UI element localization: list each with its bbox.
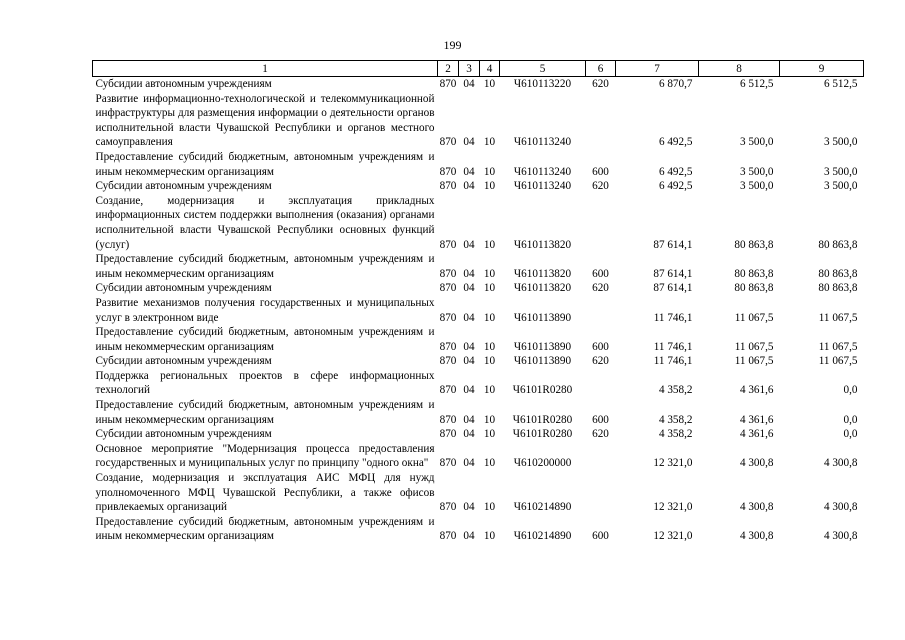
row-target-article: Ч610113890 (513, 355, 572, 368)
table-row (93, 179, 864, 194)
table-row (93, 442, 864, 471)
row-amount-7: 6 492,5 (658, 180, 693, 193)
row-subsection: 10 (483, 238, 496, 251)
row-amount-8: 4 361,6 (739, 428, 774, 441)
row-subsection: 10 (483, 457, 496, 470)
row-amount-7: 4 358,2 (658, 384, 693, 397)
table-row (93, 427, 864, 442)
row-subsection: 10 (483, 384, 496, 397)
row-ministry-code: 870 (439, 238, 457, 251)
row-name: Предоставление субсидий бюджетным, автономным учреждениям и иным некоммерческим организациям (95, 253, 435, 280)
row-amount-9: 0,0 (843, 413, 858, 426)
row-target-article: Ч610214890 (513, 530, 572, 543)
table-row (93, 325, 864, 354)
row-ministry-code: 870 (439, 180, 457, 193)
row-amount-7: 4 358,2 (658, 428, 693, 441)
row-name: Создание, модернизация и эксплуатация АИС МФЦ для нужд уполномоченного МФЦ Чувашской Республики, а также офисов привлекаемых организаций (95, 472, 435, 514)
row-expense-type: 600 (592, 340, 609, 353)
row-ministry-code: 870 (439, 282, 457, 295)
row-name: Предоставление субсидий бюджетным, автономным учреждениям и иным некоммерческим организациям (95, 515, 435, 543)
row-name: Субсидии автономным учреждениям (95, 78, 272, 90)
row-ministry-code: 870 (439, 267, 457, 280)
row-ministry-code: 870 (439, 311, 457, 324)
row-section: 04 (463, 340, 475, 353)
row-expense-type: 600 (592, 267, 609, 280)
row-amount-7: 6 492,5 (658, 165, 693, 178)
row-expense-type: 600 (592, 413, 609, 426)
column-header-8: 8 (699, 61, 780, 77)
row-amount-8: 3 500,0 (739, 165, 774, 178)
row-ministry-code: 870 (439, 165, 457, 178)
table-body (93, 77, 864, 545)
column-header-3: 3 (459, 61, 480, 77)
row-expense-type (586, 442, 616, 471)
table-row (93, 398, 864, 427)
row-ministry-code: 870 (439, 340, 457, 353)
row-subsection: 10 (483, 78, 496, 90)
column-header-4: 4 (480, 61, 500, 77)
row-amount-9: 3 500,0 (823, 136, 858, 149)
row-amount-7: 12 321,0 (653, 530, 693, 543)
row-amount-9: 11 067,5 (818, 340, 858, 353)
table-row (93, 92, 864, 150)
row-amount-7: 87 614,1 (653, 238, 693, 251)
row-section: 04 (463, 457, 475, 470)
row-amount-8: 80 863,8 (734, 238, 774, 251)
row-ministry-code: 870 (439, 413, 457, 426)
row-section: 04 (463, 501, 475, 514)
row-subsection: 10 (483, 180, 496, 193)
row-amount-9: 4 300,8 (823, 457, 858, 470)
row-amount-8: 11 067,5 (734, 355, 774, 368)
row-subsection: 10 (483, 165, 496, 178)
row-amount-9: 0,0 (843, 384, 858, 397)
row-target-article: Ч6101R0280 (512, 428, 573, 441)
row-amount-8: 4 300,8 (739, 501, 774, 514)
table-row (93, 194, 864, 252)
row-expense-type (586, 92, 616, 150)
row-amount-9: 11 067,5 (818, 355, 858, 368)
row-section: 04 (463, 428, 475, 441)
row-section: 04 (463, 384, 475, 397)
row-amount-7: 4 358,2 (658, 413, 693, 426)
row-amount-8: 4 300,8 (739, 457, 774, 470)
row-ministry-code: 870 (439, 78, 457, 90)
row-amount-7: 87 614,1 (653, 282, 693, 295)
row-amount-7: 6 492,5 (658, 136, 693, 149)
row-amount-7: 11 746,1 (653, 355, 693, 368)
row-expense-type: 620 (592, 355, 609, 368)
row-amount-9: 80 863,8 (818, 238, 858, 251)
row-name: Развитие информационно-технологической и телекоммуникационной инфраструктуры для размещения информации о деятельности органов исполнительной власти Чувашской Республики и органов местного самоуправления (95, 92, 435, 149)
row-subsection: 10 (483, 530, 496, 543)
row-target-article: Ч610200000 (513, 457, 572, 470)
row-expense-type: 620 (592, 428, 609, 441)
budget-table (92, 60, 864, 544)
row-ministry-code: 870 (439, 501, 457, 514)
row-amount-7: 6 870,7 (658, 78, 693, 90)
row-amount-7: 12 321,0 (653, 457, 693, 470)
row-amount-8: 80 863,8 (734, 282, 774, 295)
row-amount-8: 80 863,8 (734, 267, 774, 280)
row-section: 04 (463, 267, 475, 280)
row-expense-type (586, 296, 616, 325)
row-ministry-code: 870 (439, 428, 457, 441)
table-row (93, 281, 864, 296)
row-expense-type (586, 194, 616, 252)
row-subsection: 10 (483, 501, 496, 514)
row-target-article: Ч6101R0280 (512, 384, 573, 397)
row-target-article: Ч610113820 (513, 238, 572, 251)
table-header-row (93, 61, 864, 77)
row-name: Предоставление субсидий бюджетным, автономным учреждениям и иным некоммерческим организациям (95, 399, 435, 426)
row-amount-7: 87 614,1 (653, 267, 693, 280)
table-row (93, 77, 864, 92)
row-amount-8: 6 512,5 (739, 78, 774, 90)
row-ministry-code: 870 (439, 384, 457, 397)
table-row (93, 515, 864, 544)
row-name: Субсидии автономным учреждениям (95, 180, 272, 193)
row-name: Развитие механизмов получения государственных и муниципальных услуг в электронном виде (95, 296, 435, 324)
row-amount-8: 4 361,6 (739, 384, 774, 397)
row-subsection: 10 (483, 267, 496, 280)
row-section: 04 (463, 355, 475, 368)
row-subsection: 10 (483, 136, 496, 149)
row-name: Предоставление субсидий бюджетным, автономным учреждениям и иным некоммерческим организациям (95, 150, 435, 178)
row-target-article: Ч610113240 (513, 180, 572, 193)
row-subsection: 10 (483, 311, 496, 324)
row-section: 04 (463, 311, 475, 324)
table-row (93, 150, 864, 179)
row-amount-8: 3 500,0 (739, 180, 774, 193)
row-section: 04 (463, 165, 475, 178)
row-name: Основное мероприятие "Модернизация процесса предоставления государственных и муниципальных услуг по принципу "одного окна" (95, 442, 435, 470)
column-header-2: 2 (438, 61, 459, 77)
row-subsection: 10 (483, 282, 496, 295)
row-expense-type (586, 471, 616, 515)
row-amount-9: 3 500,0 (823, 165, 858, 178)
row-section: 04 (463, 180, 475, 193)
row-amount-7: 11 746,1 (653, 340, 693, 353)
row-expense-type: 620 (592, 282, 609, 295)
row-amount-9: 4 300,8 (823, 530, 858, 543)
row-ministry-code: 870 (439, 136, 457, 149)
row-amount-9: 0,0 (843, 428, 858, 441)
row-target-article: Ч610113820 (513, 267, 572, 280)
row-section: 04 (463, 413, 475, 426)
row-amount-8: 11 067,5 (734, 311, 774, 324)
row-target-article: Ч6101R0280 (512, 413, 573, 426)
row-amount-9: 80 863,8 (818, 267, 858, 280)
row-name: Субсидии автономным учреждениям (95, 428, 272, 441)
row-target-article: Ч610113820 (513, 282, 572, 295)
row-target-article: Ч610113890 (513, 311, 572, 324)
column-header-7: 7 (616, 61, 699, 77)
row-subsection: 10 (483, 340, 496, 353)
row-amount-8: 11 067,5 (734, 340, 774, 353)
row-expense-type: 600 (592, 165, 609, 178)
row-ministry-code: 870 (439, 457, 457, 470)
column-header-9: 9 (780, 61, 864, 77)
table-row (93, 471, 864, 515)
table-row (93, 354, 864, 369)
row-amount-8: 4 361,6 (739, 413, 774, 426)
table-row (93, 296, 864, 325)
row-amount-8: 4 300,8 (739, 530, 774, 543)
row-amount-9: 80 863,8 (818, 282, 858, 295)
row-section: 04 (463, 136, 475, 149)
row-ministry-code: 870 (439, 355, 457, 368)
row-name: Поддержка региональных проектов в сфере информационных технологий (95, 369, 435, 397)
row-section: 04 (463, 238, 475, 251)
row-amount-9: 4 300,8 (823, 501, 858, 514)
row-subsection: 10 (483, 413, 496, 426)
row-target-article: Ч610113240 (513, 165, 572, 178)
row-expense-type: 620 (592, 180, 609, 193)
row-section: 04 (463, 78, 475, 90)
row-name: Субсидии автономным учреждениям (95, 282, 272, 295)
row-section: 04 (463, 530, 475, 543)
row-expense-type: 600 (592, 530, 609, 543)
row-name: Создание, модернизация и эксплуатация прикладных информационных систем поддержки выполнения (оказания) органами исполнительной власти Чувашской Республики основных функций (услуг) (95, 194, 435, 251)
row-target-article: Ч610214890 (513, 501, 572, 514)
row-amount-9: 6 512,5 (823, 78, 858, 90)
column-header-6: 6 (586, 61, 616, 77)
row-subsection: 10 (483, 428, 496, 441)
table-row (93, 369, 864, 398)
row-subsection: 10 (483, 355, 496, 368)
row-amount-9: 11 067,5 (818, 311, 858, 324)
page-number: 199 (443, 38, 462, 52)
row-expense-type: 620 (592, 78, 609, 90)
row-expense-type (586, 369, 616, 398)
row-target-article: Ч610113220 (513, 78, 572, 90)
row-amount-7: 12 321,0 (653, 501, 693, 514)
row-ministry-code: 870 (439, 530, 457, 543)
row-amount-9: 3 500,0 (823, 180, 858, 193)
table-row (93, 252, 864, 281)
row-amount-7: 11 746,1 (653, 311, 693, 324)
row-section: 04 (463, 282, 475, 295)
row-name: Субсидии автономным учреждениям (95, 355, 272, 368)
row-amount-8: 3 500,0 (739, 136, 774, 149)
row-target-article: Ч610113890 (513, 340, 572, 353)
column-header-5: 5 (500, 61, 586, 77)
row-target-article: Ч610113240 (513, 136, 572, 149)
column-header-1: 1 (93, 61, 438, 77)
row-name: Предоставление субсидий бюджетным, автономным учреждениям и иным некоммерческим организациям (95, 326, 435, 353)
